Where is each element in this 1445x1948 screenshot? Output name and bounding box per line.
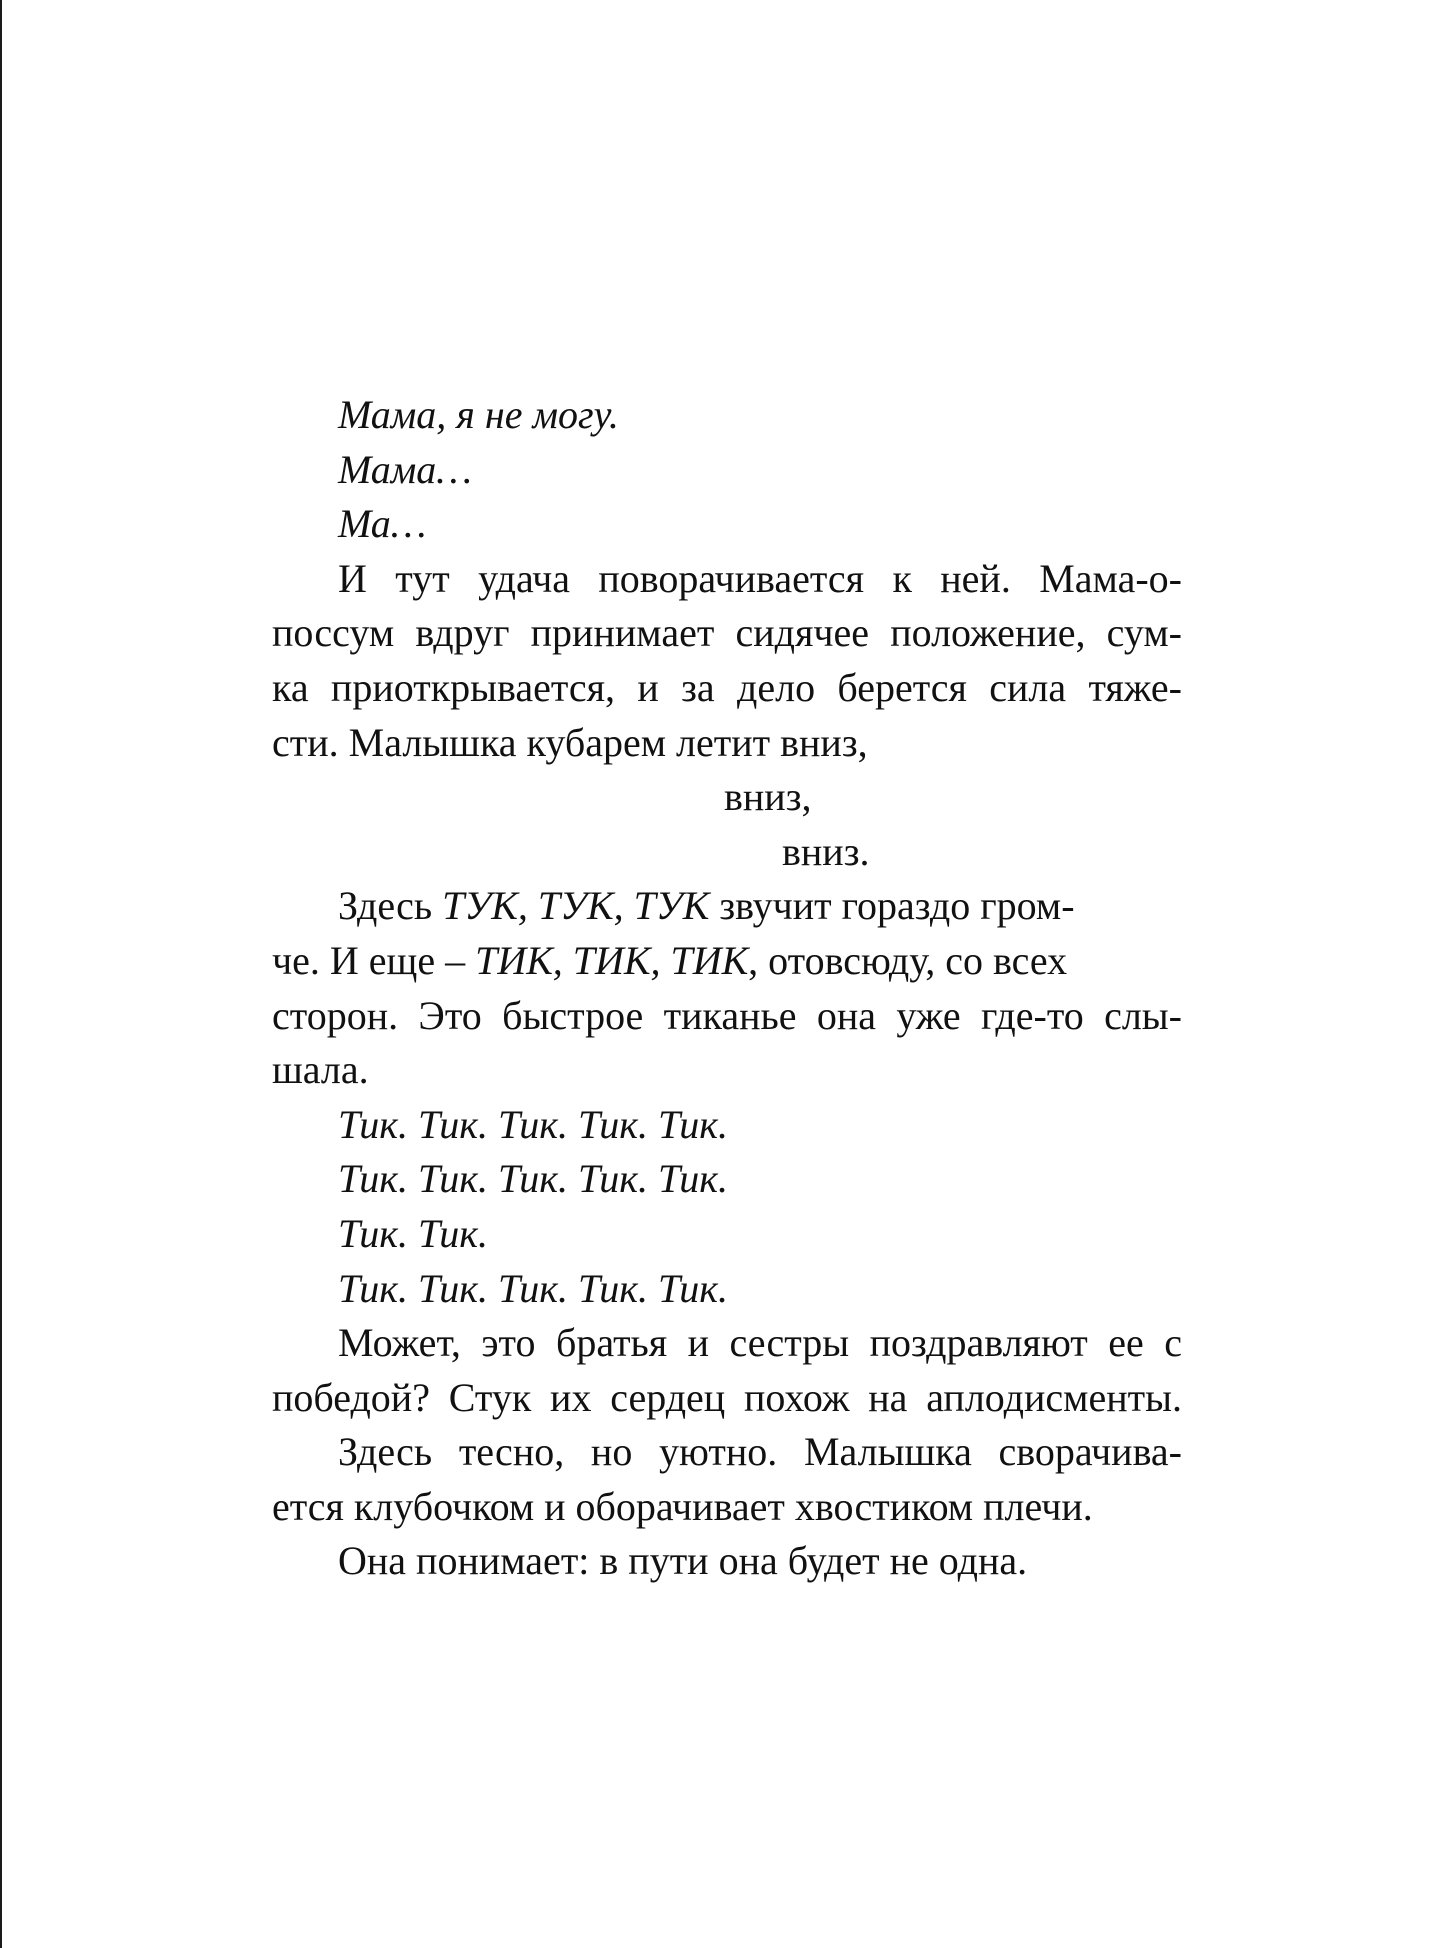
text-line: сторон. Это быстрое тиканье она уже где-то слы- — [272, 992, 1182, 1038]
text-line: И тут удача поворачивается к ней. Мама-о- — [338, 555, 1182, 601]
body-text — [272, 388, 1182, 1589]
text-line: поссум вдруг принимает сидячее положение, сум- — [272, 610, 1182, 656]
text-line: Здесь тесно, но уютно. Малышка сворачива- — [338, 1429, 1182, 1475]
text-fragment: , отовсюду, со всех — [748, 937, 1068, 983]
text-line: Тик. Тик. Тик. Тик. Тик. — [338, 1265, 728, 1311]
text-line — [272, 934, 1182, 989]
text-line: Мама, я не могу. — [338, 392, 619, 437]
text-line: победой? Стук их сердец похож на аплодисменты. — [272, 1374, 1182, 1420]
page-edge-line — [0, 0, 2, 1948]
text-line: ка приоткрывается, и за дело берется сила тяже- — [272, 664, 1182, 710]
emphasis-text: ТУК, ТУК, ТУК — [442, 883, 710, 929]
text-line: ется клубочком и оборачивает хвостиком плечи. — [272, 1483, 1093, 1529]
text-line: Тик. Тик. — [338, 1210, 488, 1256]
text-line: шала. — [272, 1047, 369, 1093]
emphasis-text: ТИК, ТИК, ТИК — [475, 937, 749, 983]
text-line: Тик. Тик. Тик. Тик. Тик. — [338, 1101, 728, 1147]
text-line — [272, 879, 1182, 934]
text-line: Может, это братья и сестры поздравляют ее с — [338, 1320, 1182, 1366]
text-line: сти. Малышка кубарем летит вниз, — [272, 719, 868, 765]
text-line: Мама… — [338, 446, 472, 492]
text-line: вниз. — [782, 828, 870, 874]
text-fragment: звучит гораздо гром- — [709, 883, 1075, 929]
text-line: Она понимает: в пути она будет не одна. — [338, 1538, 1028, 1584]
text-fragment: че. И еще – — [272, 937, 476, 983]
text-fragment: Здесь — [338, 883, 443, 929]
text-line: Тик. Тик. Тик. Тик. Тик. — [338, 1156, 728, 1202]
text-line: вниз, — [724, 774, 812, 820]
text-line: Ма… — [338, 501, 427, 547]
